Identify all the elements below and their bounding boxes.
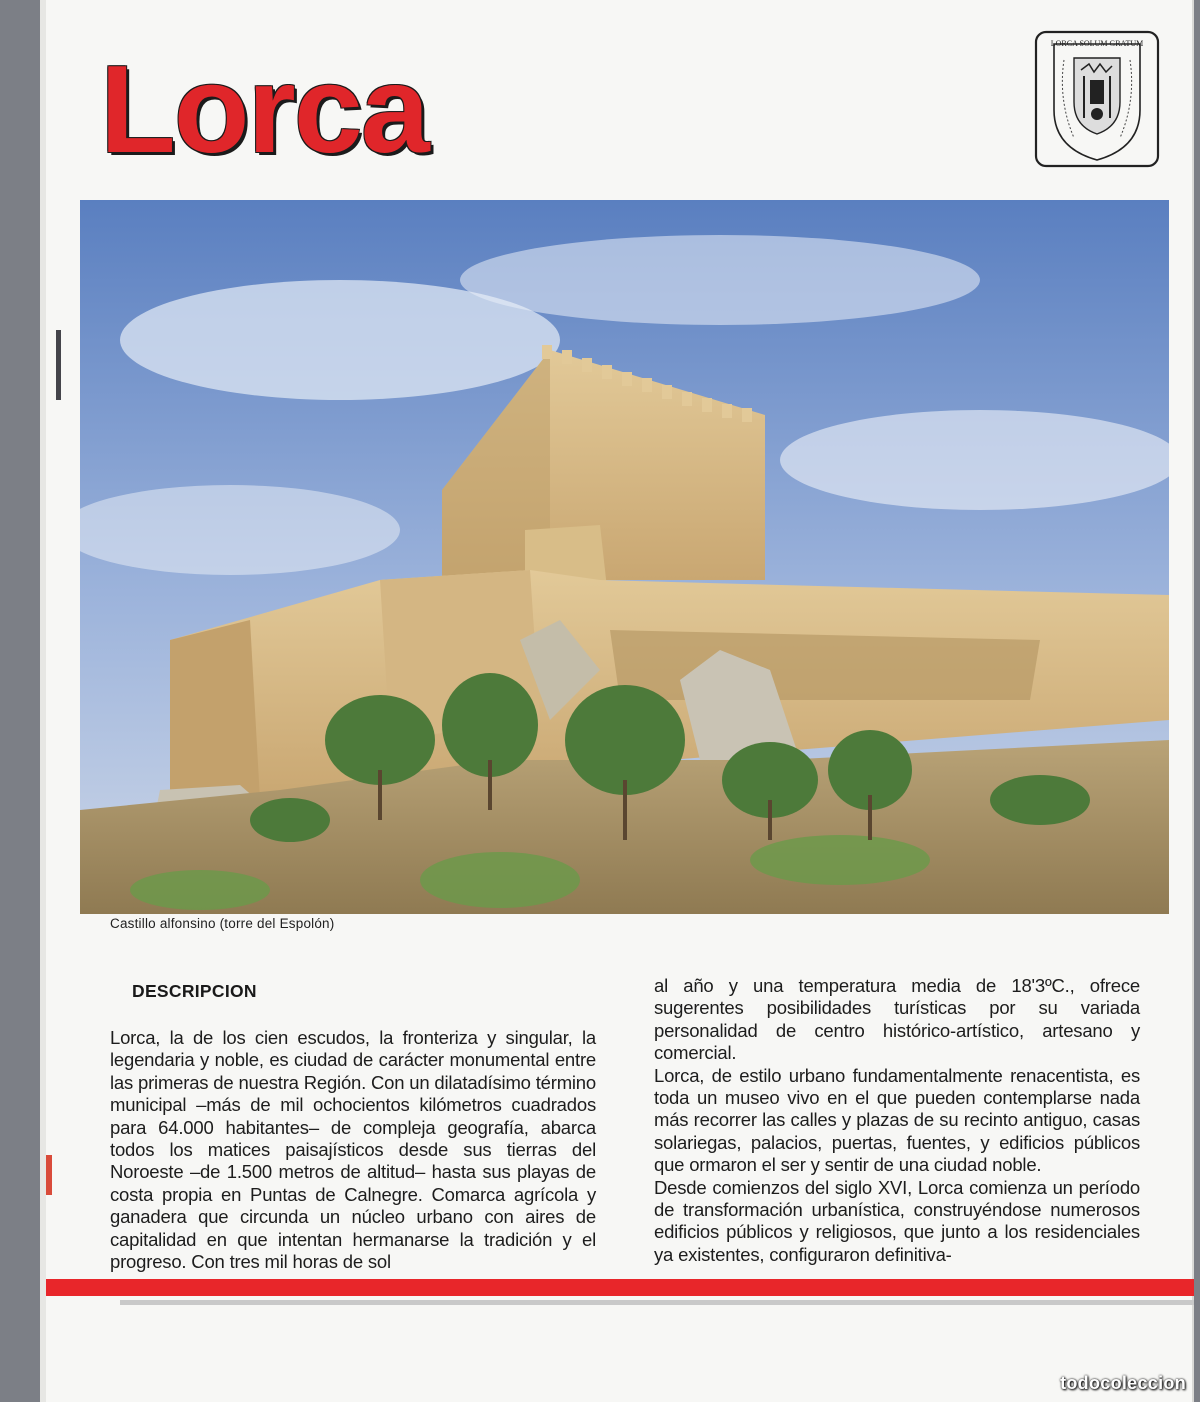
watermark-text: todocoleccion (1060, 1373, 1186, 1393)
paragraph: Lorca, la de los cien escudos, la fronteriza y singular, la legendaria y noble, es ciudad de carácter monumental entre las primeras de nuestra Región. Con un dilatadísimo término municipal –más de mil ochocientos kilómetros cuadrados para 64.000 habitantes– de compleja geografía, abarca todos los matices paisajísticos desde sus tierras del Noroeste –de 1.500 metros de altitud– hasta sus playas de costa propia en Puntas de Calnegre. Comarca agrícola y ganadera que circunda un núcleo urbano con aires de capitalidad en que intentan hermanarse la tradición y el progreso. Con tres mil horas de sol (110, 1027, 596, 1273)
svg-text:LORCA SOLUM GRATUM: LORCA SOLUM GRATUM (1050, 39, 1144, 48)
coat-of-arms-seal (1034, 30, 1160, 168)
photo-caption: Castillo alfonsino (torre del Espolón) (110, 916, 335, 931)
section-heading: DESCRIPCION (132, 981, 257, 1001)
text-column-right (654, 975, 1140, 1266)
page-title: Lorca (100, 41, 428, 179)
castle-photograph (80, 200, 1169, 914)
binding-mark (56, 330, 61, 400)
paragraph: Desde comienzos del siglo XVI, Lorca comienza un período de transformación urbanística, construyéndose numerosos edificios públicos y religiosos, que junto a los residenciales ya existentes, configuraron definitiva- (654, 1176, 1140, 1265)
paragraph: Lorca, de estilo urbano fundamentalmente renacentista, es toda un museo vivo en el que pueden contemplarse nada más recorrer las calles y plazas de su recinto antiguo, casas solariegas, palacios, puertas, fuentes, y edificios públicos que ormaron el ser y sentir de una ciudad noble. (654, 1064, 1140, 1176)
grey-footer-stripe (120, 1300, 1194, 1305)
paragraph: al año y una temperatura media de 18'3ºC., ofrece sugerentes posibilidades turísticas por su variada personalidad de centro histórico-artístico, artesano y comercial. (654, 975, 1140, 1064)
text-column-left (110, 1027, 596, 1273)
red-footer-stripe (46, 1279, 1194, 1296)
binding-mark-red (46, 1155, 52, 1195)
